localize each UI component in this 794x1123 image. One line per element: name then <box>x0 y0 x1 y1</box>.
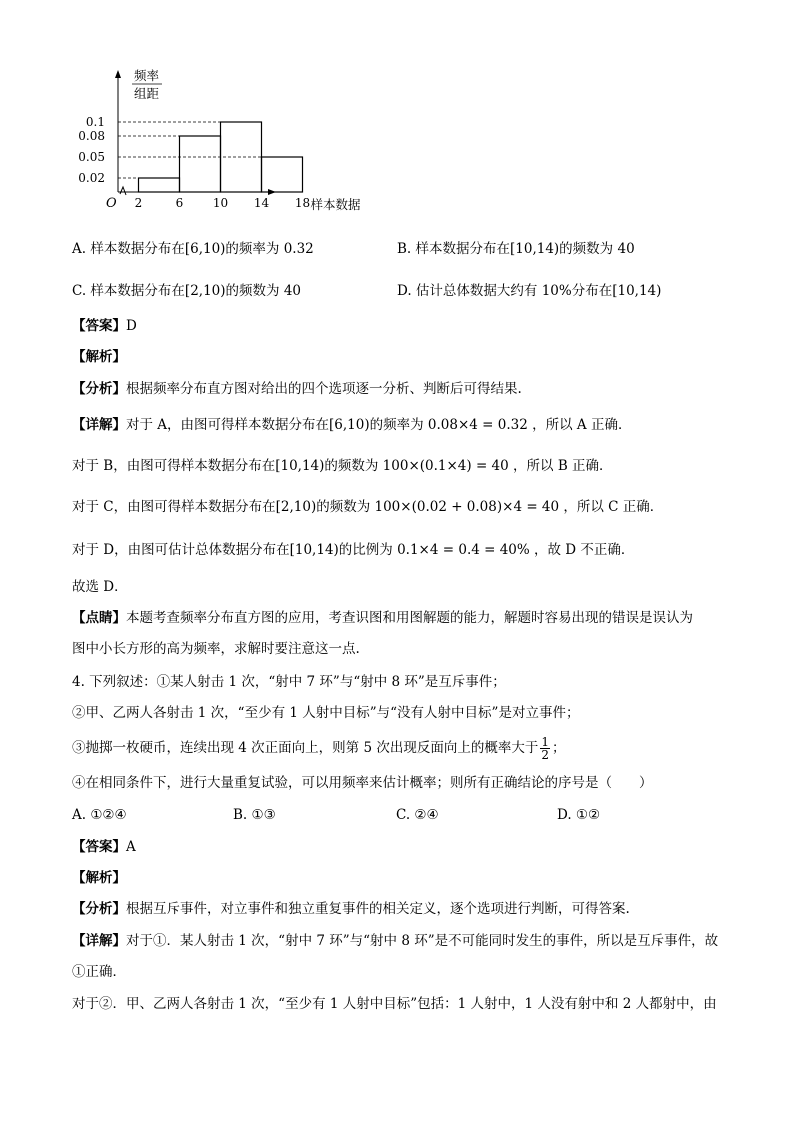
axis-break-mark <box>120 187 126 195</box>
q4-stem-line4: ④在相同条件下，进行大量重复试验，可以用频率来估计概率；则所有正确结论的序号是（ ） <box>72 775 653 791</box>
q4-detail-line2: ①正确． <box>72 964 126 980</box>
q3-option-c: C. 样本数据分布在[2,10)的频数为 40 <box>72 283 301 299</box>
q4-fenxi-line <box>72 900 630 918</box>
xiangjie-tag: 【详解】 <box>72 933 126 949</box>
q3-conclusion: 故选 D． <box>72 579 128 595</box>
fraction-denominator: 2 <box>541 748 549 762</box>
detail-text: 对于 A，由图可得样本数据分布在[6,10)的频率为 0.08×4 = 0.32 ，所以 A 正确． <box>126 417 632 433</box>
q3-detail-a <box>72 416 631 434</box>
q3-detail-d: 对于 D，由图可估计总体数据分布在[10,14)的比例为 0.1×4 = 0.4 = 40% ，故 D 不正确． <box>72 542 635 558</box>
fenxi-text: 根据频率分布直方图对给出的四个选项逐一分析、判断后可得结果. <box>126 381 522 397</box>
y-axis-arrow <box>115 70 121 78</box>
origin-label: O <box>106 196 117 211</box>
x-tick-label: 10 <box>212 196 229 210</box>
jiexi-tag: 【解析】 <box>72 870 126 886</box>
histogram-bar <box>139 178 180 192</box>
y-tick-label: 0.1 <box>85 115 105 129</box>
stem3-end: ； <box>551 740 566 756</box>
q4-stem-line2: ②甲、乙两人各射击 1 次，“至少有 1 人射中目标”与“没有人射中目标”是对立事件； <box>72 705 580 721</box>
q3-fenxi-line <box>72 380 522 398</box>
fraction-one-half <box>540 736 550 761</box>
x-tick-label: 14 <box>253 196 270 210</box>
q4-answer-line <box>72 838 136 856</box>
q4-stem-line1: 4. 下列叙述：①某人射击 1 次，“射中 7 环”与“射中 8 环”是互斥事件； <box>72 674 506 690</box>
q4-jiexi-line <box>72 869 126 887</box>
q4-stem-line3 <box>72 736 565 761</box>
y-axis-label-bottom: 组距 <box>134 86 160 101</box>
answer-tag: 【答案】 <box>72 839 126 855</box>
y-tick-label: 0.02 <box>78 171 105 185</box>
answer-tag: 【答案】 <box>72 318 126 334</box>
q3-jiexi-line <box>72 348 126 366</box>
x-tick-label: 2 <box>134 196 143 210</box>
frequency-histogram <box>78 68 361 218</box>
q3-dianjing-line1 <box>72 609 693 627</box>
fraction-numerator: 1 <box>541 735 549 749</box>
fenxi-text: 根据互斥事件，对立事件和独立重复事件的相关定义，逐个选项进行判断，可得答案. <box>126 901 630 917</box>
fenxi-tag: 【分析】 <box>72 901 126 917</box>
dianjing-tag: 【点睛】 <box>72 610 126 626</box>
answer-value: A <box>126 839 136 855</box>
histogram-bar <box>262 157 303 192</box>
histogram-bar <box>180 136 221 192</box>
q3-dianjing-line2: 图中小长方形的高为频率，求解时要注意这一点. <box>72 641 360 657</box>
fenxi-tag: 【分析】 <box>72 381 126 397</box>
q3-answer-line <box>72 317 137 335</box>
q4-option-d: D. ①② <box>557 807 601 823</box>
stem3-text: ③抛掷一枚硬币，连续出现 4 次正面向上，则第 5 次出现反面向上的概率大于 <box>72 740 539 756</box>
q3-detail-c: 对于 C，由图可得样本数据分布在[2,10)的频数为 100×(0.02 + 0.08)×4 = 40 ，所以 C 正确． <box>72 499 664 515</box>
xiangjie-tag: 【详解】 <box>72 417 126 433</box>
x-tick-label: 6 <box>175 196 184 210</box>
q4-option-a: A. ①②④ <box>72 807 127 823</box>
y-tick-label: 0.08 <box>78 129 105 143</box>
q3-detail-b: 对于 B，由图可得样本数据分布在[10,14)的频数为 100×(0.1×4) = 40 ，所以 B 正确． <box>72 458 613 474</box>
y-axis-label-top: 频率 <box>134 68 160 83</box>
dianjing-text: 本题考查频率分布直方图的应用，考查识图和用图解题的能力，解题时容易出现的错误是误认为 <box>126 610 693 626</box>
q3-option-a: A. 样本数据分布在[6,10)的频率为 0.32 <box>72 241 314 257</box>
q4-option-c: C. ②④ <box>396 807 439 823</box>
x-axis-label: 样本数据 <box>310 197 361 212</box>
x-tick-label: 18 <box>294 196 311 210</box>
y-tick-label: 0.05 <box>78 150 105 164</box>
answer-value: D <box>126 318 137 334</box>
q4-option-b: B. ①③ <box>233 807 276 823</box>
jiexi-tag: 【解析】 <box>72 349 126 365</box>
q4-detail-line3: 对于②．甲、乙两人各射击 1 次，“至少有 1 人射中目标”包括：1 人射中，1 人没有射中和 2 人都射中，由 <box>72 996 717 1012</box>
q3-option-d: D. 估计总体数据大约有 10%分布在[10,14) <box>397 283 662 299</box>
q4-detail-line1 <box>72 932 718 950</box>
detail-text: 对于①．某人射击 1 次，“射中 7 环”与“射中 8 环”是不可能同时发生的事件，所以是互斥事件，故 <box>126 933 719 949</box>
q3-option-b: B. 样本数据分布在[10,14)的频数为 40 <box>397 241 635 257</box>
